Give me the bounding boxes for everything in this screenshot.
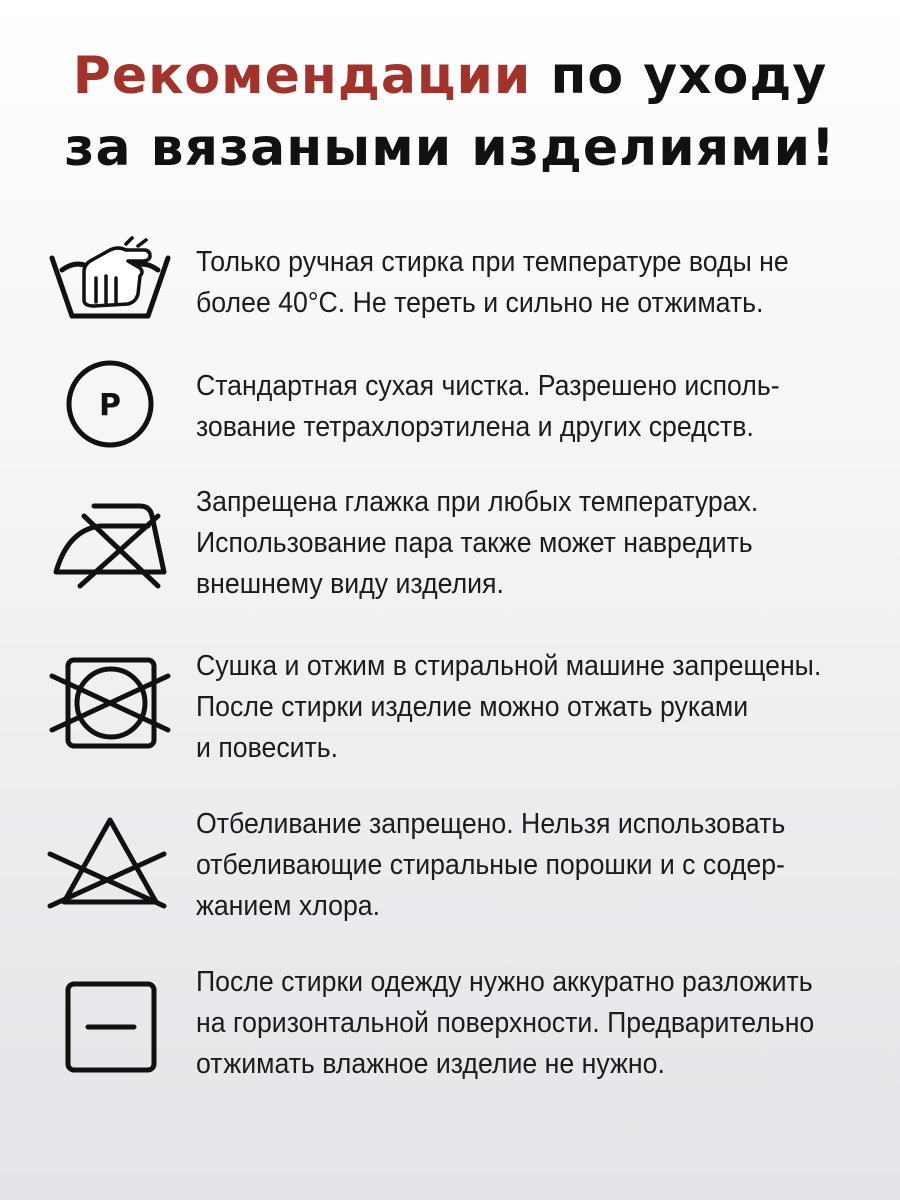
do-not-bleach-icon	[40, 810, 180, 920]
care-item-text: Отбеливание запрещено. Нельзя использовать отбеливающие стиральные порошки и с содер- жанием хлора.	[196, 808, 786, 922]
dry-clean-p-icon	[40, 352, 180, 462]
title-line-2: за вязаными изделиями!	[64, 118, 836, 178]
title-line-1	[0, 40, 900, 112]
title-accent: Рекомендации	[72, 46, 532, 106]
page-title	[0, 40, 900, 184]
do-not-tumble-dry-icon	[40, 646, 180, 756]
care-item-text: После стирки одежду нужно аккуратно разложить на горизонтальной поверхности. Предварительно отжимать влажное изделие не нужно.	[196, 966, 815, 1080]
title-rest: по уходу	[531, 46, 828, 106]
do-not-iron-icon	[40, 482, 180, 592]
care-item-text: Запрещена глажка при любых температурах. Использование пара также может навредить внешнему виду изделия.	[196, 486, 759, 600]
care-item-text: Сушка и отжим в стиральной машине запрещены. После стирки изделие можно отжать руками и повесить.	[196, 650, 822, 764]
svg-text:P: P	[99, 388, 121, 423]
care-item-text: Стандартная сухая чистка. Разрешено исполь- зование тетрахлорэтилена и других средств.	[196, 370, 780, 443]
care-item-text: Только ручная стирка при температуре воды не более 40°C. Не тереть и сильно не отжимать.	[196, 246, 789, 319]
dry-flat-icon	[40, 970, 180, 1080]
hand-wash-icon	[40, 228, 180, 338]
